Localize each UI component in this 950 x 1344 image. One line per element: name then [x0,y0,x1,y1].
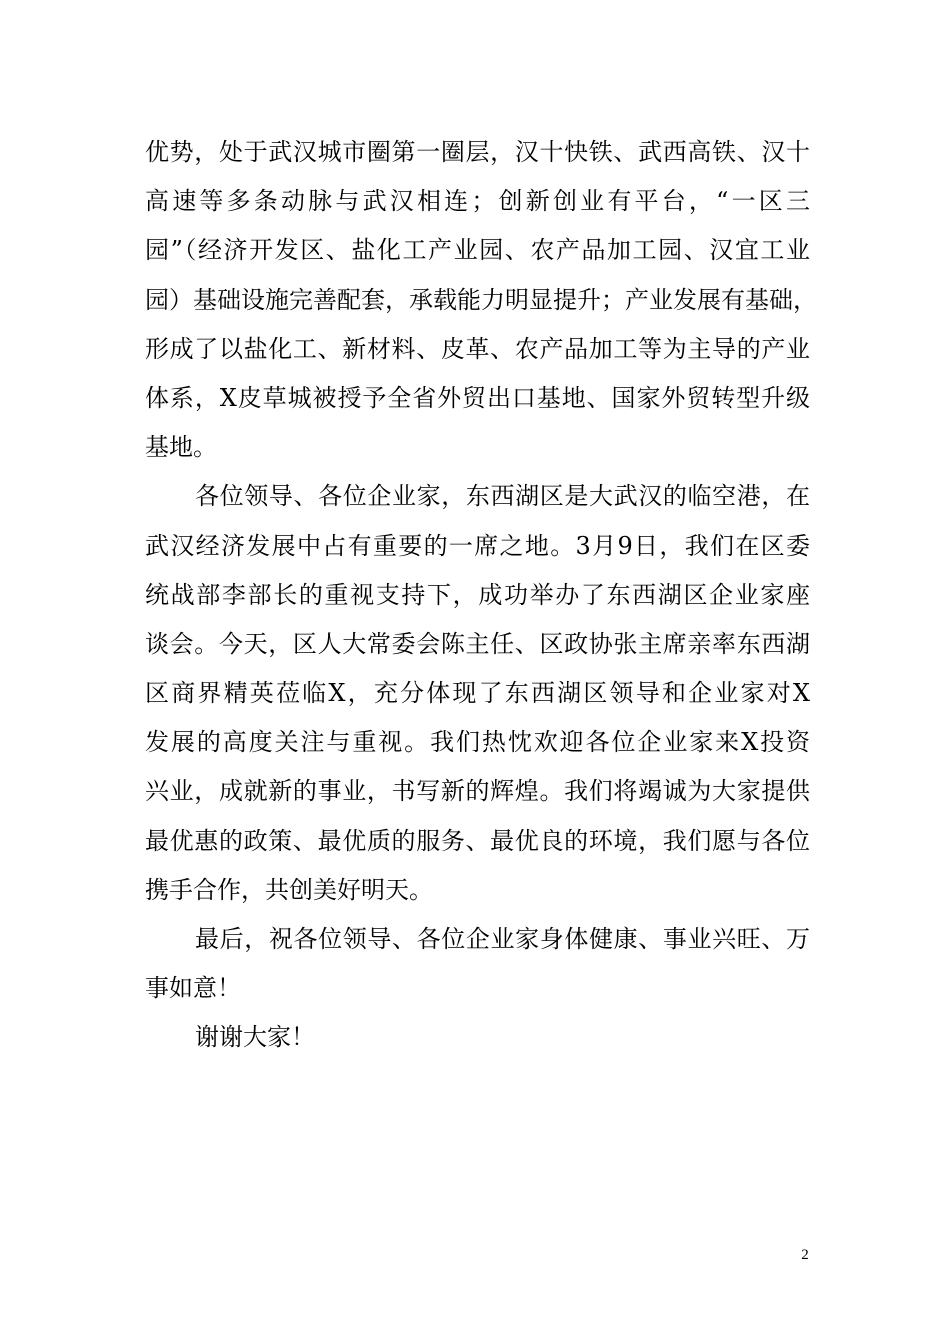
text-line: 事如意！ [145,974,241,1003]
text-line: 区商界精英莅临X，充分体现了东西湖区领导和企业家对X [145,679,810,708]
text-line: 园）基础设施完善配套，承载能力明显提升；产业发展有基础， [145,285,817,314]
paragraph-4 [145,1013,810,1062]
text-line: 最后，祝各位领导、各位企业家身体健康、事业兴旺、万 [195,925,810,953]
text-line: 高速等多条动脉与武汉相连；创新创业有平台，“一区三 [145,187,810,216]
text-line: 优势，处于武汉城市圈第一圈层，汉十快铁、武西高铁、汉十 [145,138,810,166]
text-line: 发展的高度关注与重视。我们热忱欢迎各位企业家来X投资 [145,728,810,757]
text-line: 武汉经济发展中占有重要的一席之地。3月9日，我们在区委 [145,531,810,560]
text-line: 谈会。今天，区人大常委会陈主任、区政协张主席亲率东西湖 [145,629,810,658]
text-line: 最优惠的政策、最优质的服务、最优良的环境，我们愿与各位 [145,826,810,855]
text-line: 基地。 [145,433,217,462]
text-line: 携手合作，共创美好明天。 [145,875,433,904]
text-line: 体系，X皮草城被授予全省外贸出口基地、国家外贸转型升级 [145,383,810,412]
paragraph-1 [145,128,817,472]
text-line: 园”（经济开发区、盐化工产业园、农产品加工园、汉宜工业 [145,236,810,265]
body-text [145,128,817,1063]
paragraph-3 [145,915,810,1013]
text-line: 统战部李部长的重视支持下，成功举办了东西湖区企业家座 [145,580,810,609]
text-line: 谢谢大家！ [195,1023,315,1052]
text-line: 形成了以盐化工、新材料、皮革、农产品加工等为主导的产业 [145,334,810,363]
text-line: 兴业，成就新的事业，书写新的辉煌。我们将竭诚为大家提供 [145,777,810,806]
page-number: 2 [801,1247,809,1263]
text-line: 各位领导、各位企业家，东西湖区是大武汉的临空港，在 [195,482,810,511]
paragraph-2 [145,472,810,915]
